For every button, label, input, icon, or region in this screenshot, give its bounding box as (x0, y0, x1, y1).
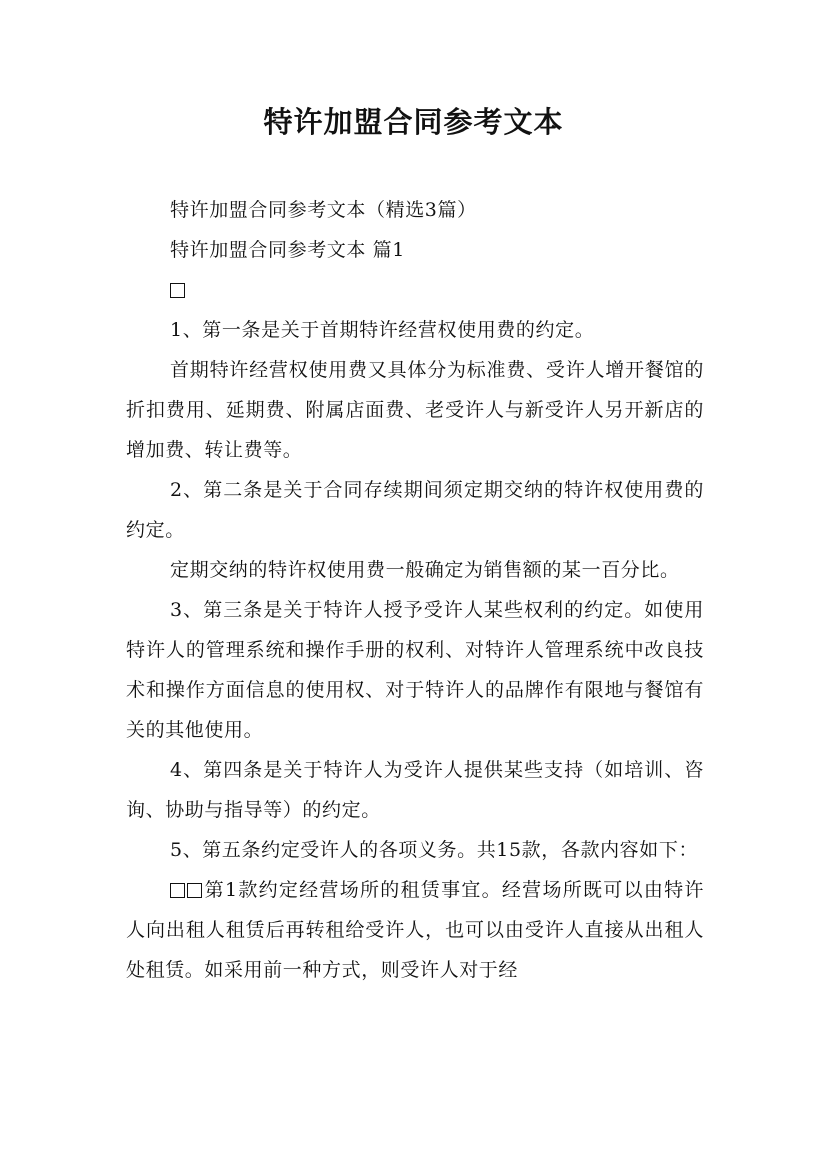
article-2-body: 定期交纳的特许权使用费一般确定为销售额的某一百分比。 (170, 559, 680, 581)
empty-box-icon (170, 283, 185, 298)
article-1-body: 首期特许经营权使用费又具体分为标准费、受许人增开餐馆的折扣费用、延期费、附属店面费、老受许人与新受许人另开新店的增加费、转让费等。 (126, 359, 704, 461)
article-2-heading: 2、第二条是关于合同存续期间须定期交纳的特许权使用费的约定。 (126, 479, 704, 541)
document-title: 特许加盟合同参考文本 (263, 105, 564, 139)
empty-box-icon (187, 883, 202, 898)
article-1-heading: 1、第一条是关于首期特许经营权使用费的约定。 (170, 319, 595, 341)
article-4: 4、第四条是关于特许人为受许人提供某些支持（如培训、咨询、协助与指导等）的约定。 (126, 759, 704, 821)
empty-box-icon (170, 883, 185, 898)
article-3: 3、第三条是关于特许人授予受许人某些权利的约定。如使用特许人的管理系统和操作手册的权利、对特许人管理系统中改良技术和操作方面信息的使用权、对于特许人的品牌作有限地与餐馆有关的其他使用。 (126, 599, 704, 741)
clause-1 (126, 870, 704, 990)
document-body (126, 190, 704, 990)
clause-1-text: 第1款约定经营场所的租赁事宜。经营场所既可以由特许人向出租人租赁后再转租给受许人，也可以由受许人直接从出租人处租赁。如采用前一种方式，则受许人对于经 (126, 879, 704, 981)
article-5: 5、第五条约定受许人的各项义务。共15款，各款内容如下： (170, 839, 699, 861)
subtitle: 特许加盟合同参考文本（精选3篇） (170, 199, 477, 221)
section-heading: 特许加盟合同参考文本 篇1 (170, 239, 405, 261)
placeholder-box-line (126, 270, 704, 310)
